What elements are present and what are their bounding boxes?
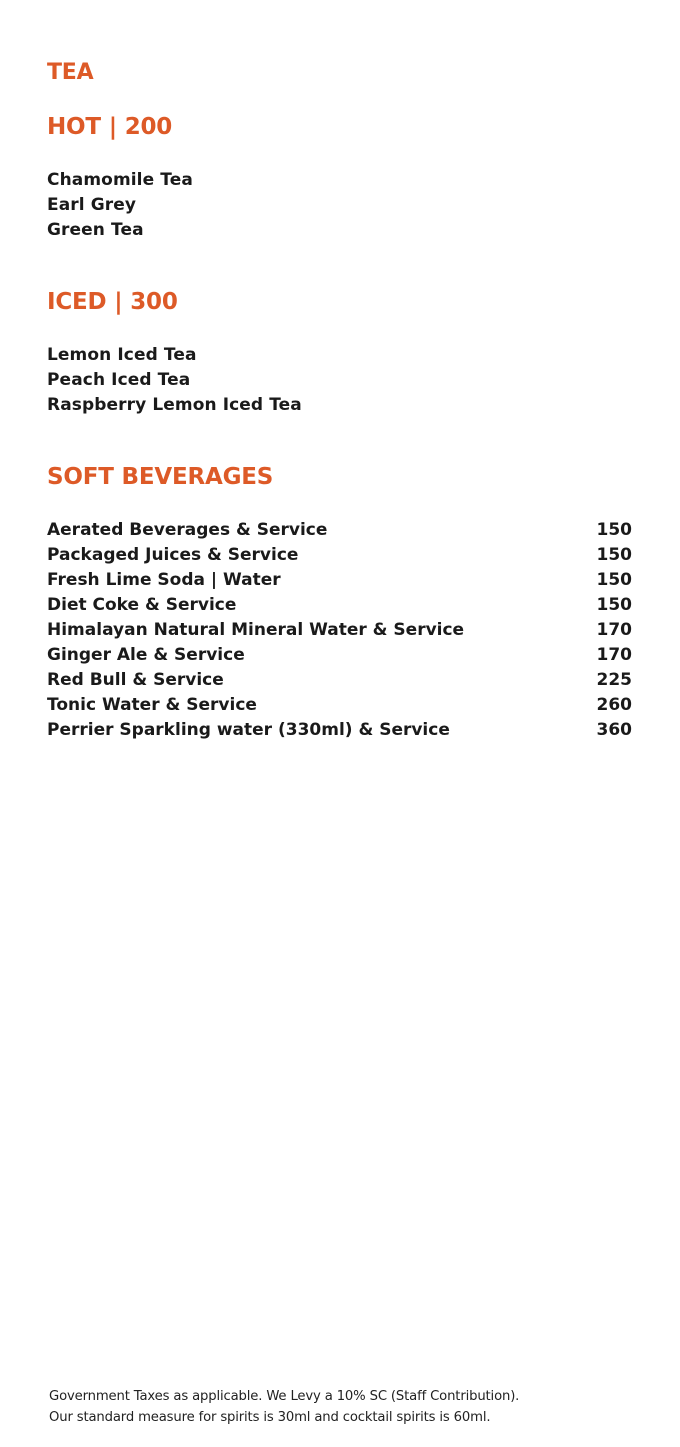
item-price: 360 — [596, 720, 632, 740]
list-item: Chamomile Tea — [47, 170, 193, 190]
item-price: 150 — [596, 520, 632, 540]
item-price: 170 — [596, 620, 632, 640]
footer-note — [49, 1386, 649, 1428]
list-item: Raspberry Lemon Iced Tea — [47, 395, 302, 415]
item-price: 150 — [596, 545, 632, 565]
soft-beverages-list — [47, 518, 632, 743]
iced-tea-list — [47, 343, 302, 418]
footer-tax-note: Government Taxes as applicable. We Levy a 10% SC (Staff Contribution). — [49, 1389, 520, 1404]
menu-row — [47, 618, 632, 643]
item-price: 170 — [596, 645, 632, 665]
menu-row — [47, 518, 632, 543]
list-item: Lemon Iced Tea — [47, 345, 197, 365]
item-price: 150 — [596, 570, 632, 590]
item-name: Packaged Juices & Service — [47, 545, 299, 565]
item-name: Ginger Ale & Service — [47, 645, 245, 665]
soft-beverages-title: SOFT BEVERAGES — [47, 464, 274, 490]
menu-row — [47, 693, 632, 718]
hot-tea-list — [47, 168, 193, 243]
menu-row — [47, 593, 632, 618]
item-price: 260 — [596, 695, 632, 715]
item-price: 150 — [596, 595, 632, 615]
list-item: Earl Grey — [47, 195, 137, 215]
menu-row — [47, 668, 632, 693]
hot-tea-title: HOT | 200 — [47, 114, 173, 140]
item-name: Aerated Beverages & Service — [47, 520, 328, 540]
list-item: Green Tea — [47, 220, 144, 240]
iced-tea-title: ICED | 300 — [47, 289, 178, 315]
item-name: Tonic Water & Service — [47, 695, 257, 715]
item-name: Diet Coke & Service — [47, 595, 237, 615]
list-item: Peach Iced Tea — [47, 370, 191, 390]
tea-section-title: TEA — [47, 60, 94, 85]
item-name: Red Bull & Service — [47, 670, 224, 690]
footer-measure-note: Our standard measure for spirits is 30ml and cocktail spirits is 60ml. — [49, 1410, 491, 1425]
menu-row — [47, 718, 632, 743]
item-name: Himalayan Natural Mineral Water & Service — [47, 620, 465, 640]
menu-row — [47, 568, 632, 593]
menu-row — [47, 543, 632, 568]
item-price: 225 — [596, 670, 632, 690]
menu-row — [47, 643, 632, 668]
item-name: Perrier Sparkling water (330ml) & Service — [47, 720, 450, 740]
item-name: Fresh Lime Soda | Water — [47, 570, 281, 590]
